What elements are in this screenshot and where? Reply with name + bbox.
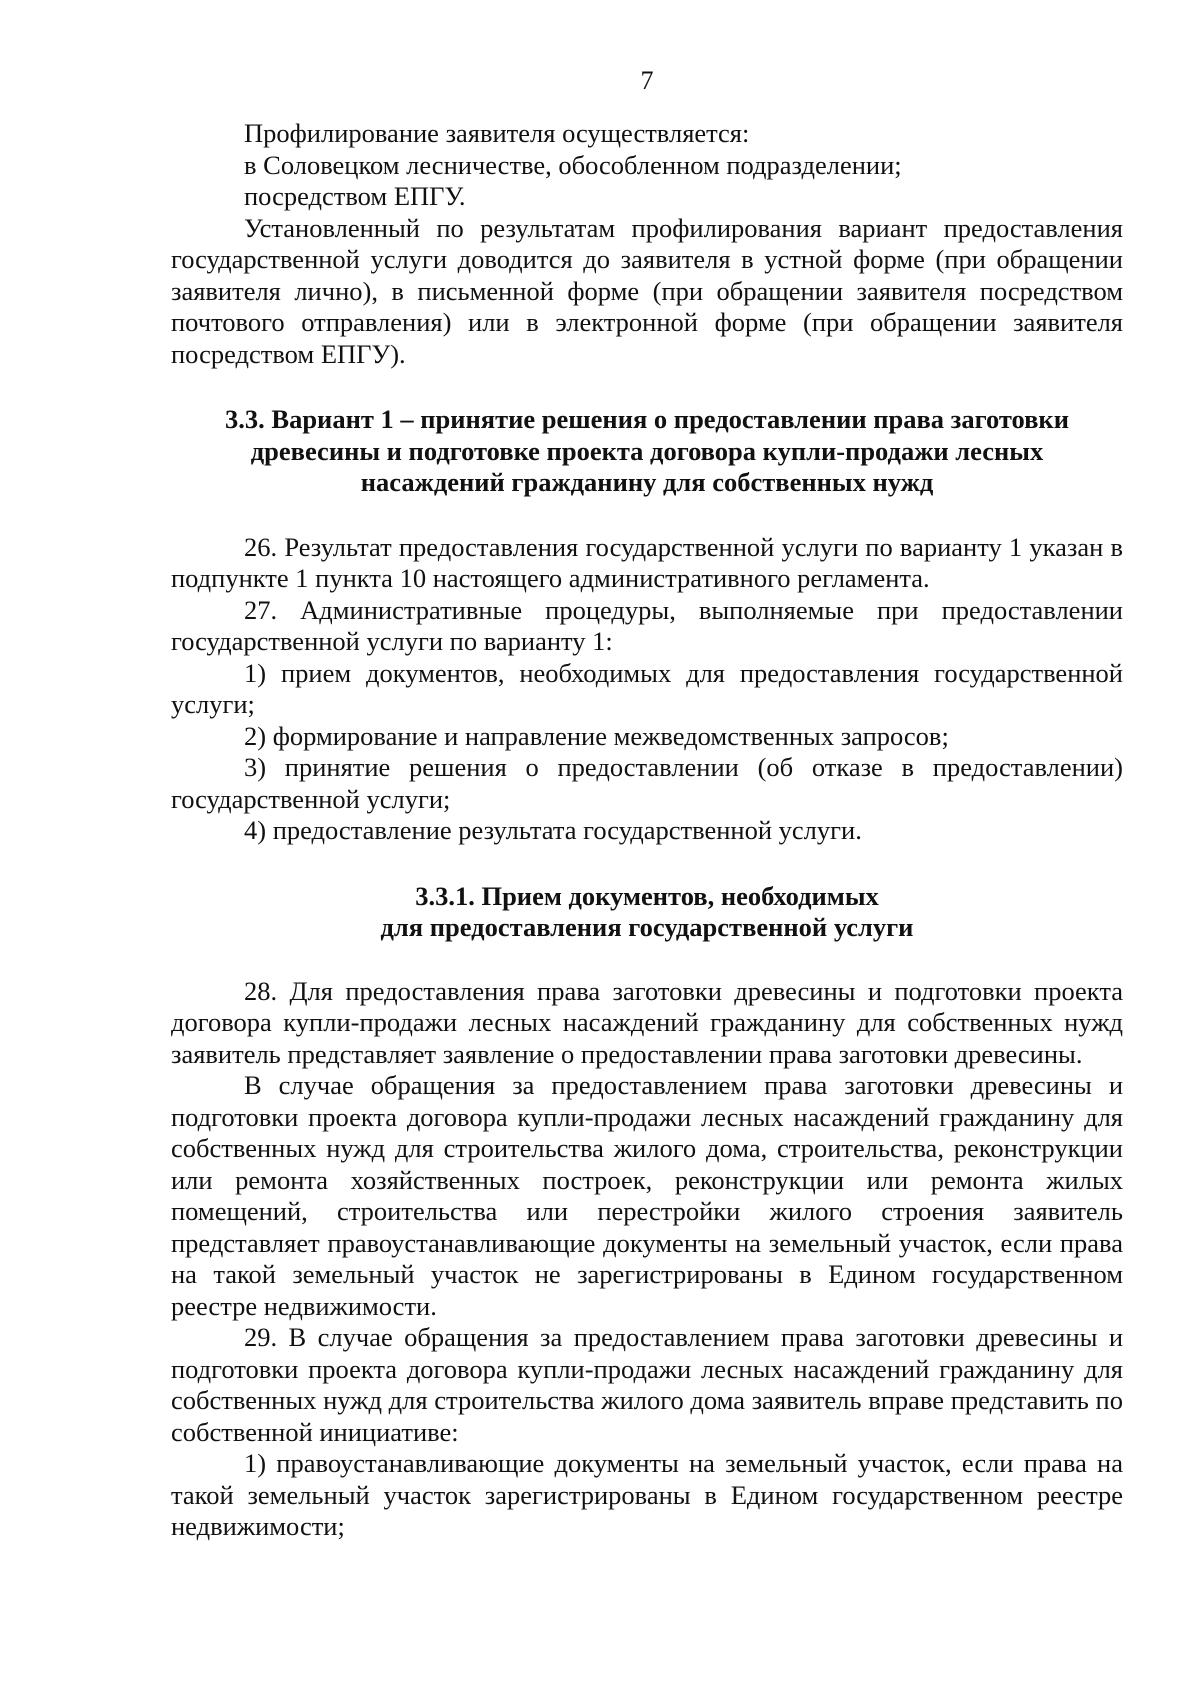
heading-line: 3.3. Вариант 1 – принятие решения о предоставлении права заготовки — [225, 404, 1069, 434]
list-item: 1) прием документов, необходимых для предоставления государственной услуги; — [171, 657, 1123, 719]
heading-line: для предоставления государственной услуги — [380, 912, 914, 942]
section-3-3-body — [171, 532, 1123, 847]
list-item: 4) предоставление результата государственной услуги. — [244, 815, 862, 845]
heading-line: насаждений гражданину для собственных нужд — [360, 467, 934, 497]
intro-paragraph: Установленный по результатам профилирования вариант предоставления государственной услуги доводится до заявителя в устной форме (при обращении заявителя лично), в письменной форме (при обращении заявителя посредством почтового отправления) или в электронной форме (при обращении заявителя посредством ЕПГУ). — [171, 212, 1123, 369]
list-item: 3) принятие решения о предоставлении (об отказе в предоставлении) государственной услуги; — [171, 752, 1123, 814]
document-page — [171, 66, 1123, 1543]
paragraph-28-continued: В случае обращения за предоставлением права заготовки древесины и подготовки проекта договора купли-продажи лесных насаждений гражданину для собственных нужд для строительства жилого дома, строительства, реконструкции или ремонта хозяйственных построек, реконструкции или ремонта жилых помещений, строительства или перестройки жилого строения заявитель представляет правоустанавливающие документы на земельный участок, если права на такой земельный участок не зарегистрированы в Едином государственном реестре недвижимости. — [171, 1070, 1123, 1321]
intro-paragraph: Профилирование заявителя осуществляется: — [244, 118, 750, 148]
paragraph-29: 29. В случае обращения за предоставлением права заготовки древесины и подготовки проекта договора купли-продажи лесных насаждений гражданину для собственных нужд для строительства жилого дома заявитель вправе представить по собственной инициативе: — [171, 1322, 1123, 1447]
heading-line: древесины и подготовке проекта договора купли-продажи лесных — [250, 435, 1044, 466]
heading-line: 3.3.1. Прием документов, необходимых — [415, 880, 879, 911]
paragraph-28: 28. Для предоставления права заготовки древесины и подготовки проекта договора купли-продажи лесных насаждений гражданину для собственных нужд заявитель представляет заявление о предоставлении права заготовки древесины. — [171, 975, 1123, 1069]
section-heading-3-3 — [171, 404, 1123, 499]
page-number: 7 — [640, 66, 654, 95]
paragraph-27: 27. Административные процедуры, выполняемые при предоставлении государственной услуги по варианту 1: — [171, 594, 1123, 656]
list-item: 2) формирование и направление межведомственных запросов; — [244, 720, 949, 751]
intro-block — [171, 118, 1123, 370]
intro-paragraph: в Соловецком лесничестве, обособленном подразделении; — [244, 149, 902, 180]
intro-paragraph: посредством ЕПГУ. — [244, 181, 466, 211]
section-heading-3-3-1 — [171, 881, 1123, 944]
paragraph-26: 26. Результат предоставления государственной услуги по варианту 1 указан в подпункте 1 пункта 10 настоящего административного регламента. — [171, 531, 1123, 593]
list-item: 1) правоустанавливающие документы на земельный участок, если права на такой земельный участок зарегистрированы в Едином государственном реестре недвижимости; — [171, 1448, 1123, 1541]
section-3-3-1-body — [171, 976, 1123, 1543]
